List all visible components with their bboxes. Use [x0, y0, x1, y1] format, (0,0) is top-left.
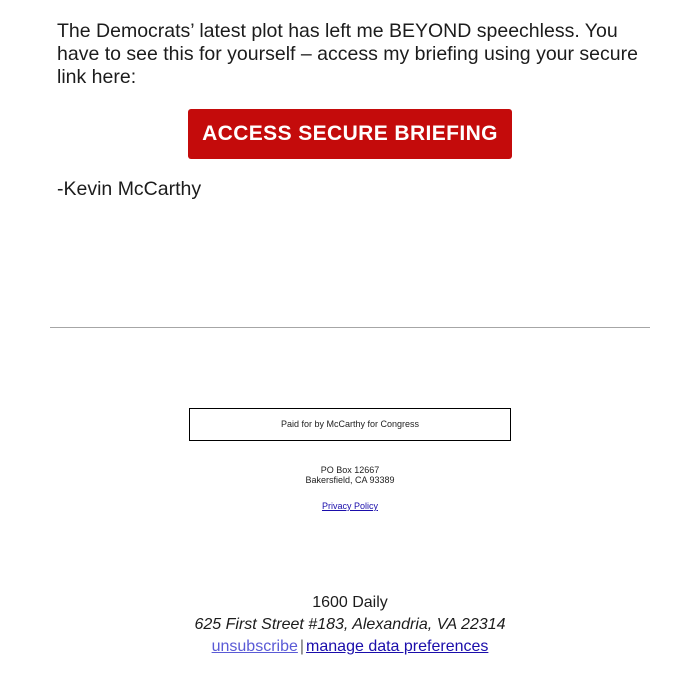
- email-message: The Democrats’ latest plot has left me BEYOND speechless. You have to see this for yourself – access my briefing using your secure link here:: [57, 20, 638, 88]
- signature: -Kevin McCarthy: [57, 178, 202, 200]
- privacy-policy-link[interactable]: Privacy Policy: [321, 501, 378, 511]
- footer: [0, 592, 700, 658]
- manage-preferences-link[interactable]: manage data preferences: [306, 638, 489, 655]
- city-line: Bakersfield, CA 93389: [305, 475, 395, 485]
- sender-name: 1600 Daily: [312, 594, 388, 611]
- email-body: [57, 20, 647, 201]
- link-separator: |: [299, 638, 305, 655]
- footer-links: [0, 636, 700, 658]
- po-box: PO Box 12667: [320, 465, 380, 475]
- cta-container: [0, 109, 700, 159]
- divider: [50, 327, 650, 328]
- access-briefing-button[interactable]: ACCESS SECURE BRIEFING: [188, 109, 512, 159]
- privacy-container: [0, 500, 700, 512]
- unsubscribe-link[interactable]: unsubscribe: [211, 638, 298, 655]
- mailing-address: [0, 465, 700, 485]
- paid-for-disclaimer: Paid for by McCarthy for Congress: [189, 408, 511, 441]
- sender-address: 625 First Street #183, Alexandria, VA 22314: [194, 616, 506, 633]
